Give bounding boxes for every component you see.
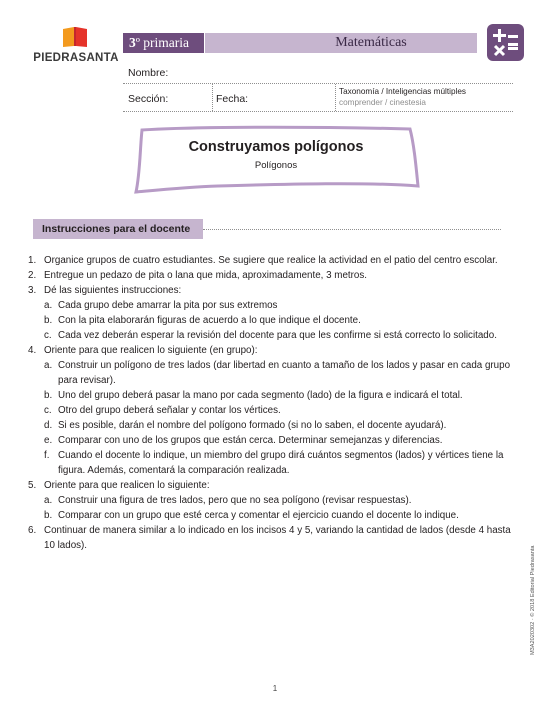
subject-title: Matemáticas — [205, 33, 477, 53]
sub-item — [28, 508, 516, 523]
taxonomy-value: comprender / cinestesia — [339, 98, 426, 107]
item-text: Organice grupos de cuatro estudiantes. Se sugiere que realice la actividad en el patio del centro escolar. — [44, 255, 498, 266]
publisher-logo — [30, 26, 122, 68]
sub-item-letter: e. — [44, 435, 53, 446]
sub-item-text: Construir un polígono de tres lados (dar libertad en cuanto a tamaño de los lados y pasar en cada grupo para revisar). — [58, 360, 511, 386]
name-underline — [123, 83, 513, 84]
list-item — [28, 268, 516, 283]
sub-item-letter: c. — [44, 330, 52, 341]
sub-item-text: Cuando el docente lo indique, un miembro del grupo dirá cuántos segmentos (lados) y vértices tiene la figura. Además, comentará la comparación realizada. — [58, 450, 504, 476]
sub-item — [28, 313, 516, 328]
section-label: Sección: — [128, 93, 169, 105]
name-label: Nombre: — [128, 67, 169, 79]
sub-item-letter: a. — [44, 495, 53, 506]
sub-item-letter: a. — [44, 360, 53, 371]
sub-item-text: Cada vez deberán esperar la revisión del docente para que les confirme si está correcto lo solicitado. — [58, 330, 497, 341]
sub-item-text: Comparar con uno de los grupos que están cerca. Determinar semejanzas y diferencias. — [58, 435, 443, 446]
sub-item — [28, 433, 516, 448]
list-item — [28, 343, 516, 358]
sub-item — [28, 298, 516, 313]
list-item — [28, 253, 516, 268]
sub-item-letter: a. — [44, 300, 53, 311]
sub-item-letter: f. — [44, 450, 50, 461]
sub-item-letter: b. — [44, 390, 53, 401]
grade-suffix: º primaria — [135, 35, 190, 50]
sub-item-text: Otro del grupo deberá señalar y contar los vértices. — [58, 405, 281, 416]
title-frame-decoration — [128, 124, 424, 194]
date-divider — [335, 84, 336, 111]
list-item — [28, 523, 516, 553]
item-text: Dé las siguientes instrucciones: — [44, 285, 182, 296]
brand-name: PIEDRASANTA — [33, 52, 119, 64]
item-text: Entregue un pedazo de pita o lana que mida, aproximadamente, 3 metros. — [44, 270, 367, 281]
math-operations-icon — [487, 24, 524, 61]
sub-item-text: Uno del grupo deberá pasar la mano por cada segmento (lado) de la figura e indicará el total. — [58, 390, 463, 401]
sub-item — [28, 418, 516, 433]
item-number: 2. — [28, 270, 37, 281]
sub-item-text: Con la pita elaborarán figuras de acuerdo a lo que indique el docente. — [58, 315, 361, 326]
sub-item-text: Construir una figura de tres lados, pero que no sea polígono (revisar respuestas). — [58, 495, 412, 506]
sub-item — [28, 403, 516, 418]
page-subtitle: Polígonos — [254, 160, 298, 171]
sub-item-text: Cada grupo debe amarrar la pita por sus extremos — [58, 300, 278, 311]
book-logo-icon — [62, 26, 88, 48]
page-title: Construyamos polígonos — [188, 139, 364, 155]
item-number: 4. — [28, 345, 37, 356]
sub-item — [28, 388, 516, 403]
sub-item-text: Si es posible, darán el nombre del polígono formado (si no lo saben, el docente ayudará). — [58, 420, 447, 431]
item-number: 1. — [28, 255, 37, 266]
item-text: Oriente para que realicen lo siguiente (en grupo): — [44, 345, 258, 356]
sub-item — [28, 328, 516, 343]
section-underline — [123, 111, 513, 112]
sub-item — [28, 493, 516, 508]
instructions-list — [28, 253, 516, 553]
sub-item — [28, 448, 516, 478]
sub-item — [28, 358, 516, 388]
item-number: 5. — [28, 480, 37, 491]
page-number: 1 — [272, 684, 278, 693]
item-text: Continuar de manera similar a lo indicado en los incisos 4 y 5, variando la cantidad de lados (desde 4 hasta 10 lados). — [44, 525, 511, 551]
item-text: Oriente para que realicen lo siguiente: — [44, 480, 210, 491]
date-label: Fecha: — [216, 93, 249, 105]
grade-label — [123, 33, 204, 53]
list-item — [28, 478, 516, 493]
instructions-heading: Instrucciones para el docente — [33, 219, 203, 239]
sub-item-letter: c. — [44, 405, 52, 416]
sub-item-letter: d. — [44, 420, 53, 431]
item-number: 3. — [28, 285, 37, 296]
sub-item-letter: b. — [44, 510, 53, 521]
taxonomy-label: Taxonomía / Inteligencias múltiples — [339, 87, 466, 96]
copyright-side-text: M3A2020302 · © 2018 Editorial Piedrasanta — [530, 545, 536, 655]
sub-item-letter: b. — [44, 315, 53, 326]
section-divider — [212, 84, 213, 111]
list-item — [28, 283, 516, 298]
item-number: 6. — [28, 525, 37, 536]
sub-item-text: Comparar con un grupo que esté cerca y comentar el ejercicio cuando el docente lo indique. — [58, 510, 459, 521]
instructions-rule — [203, 229, 501, 230]
grade-number: 3 — [129, 35, 136, 50]
